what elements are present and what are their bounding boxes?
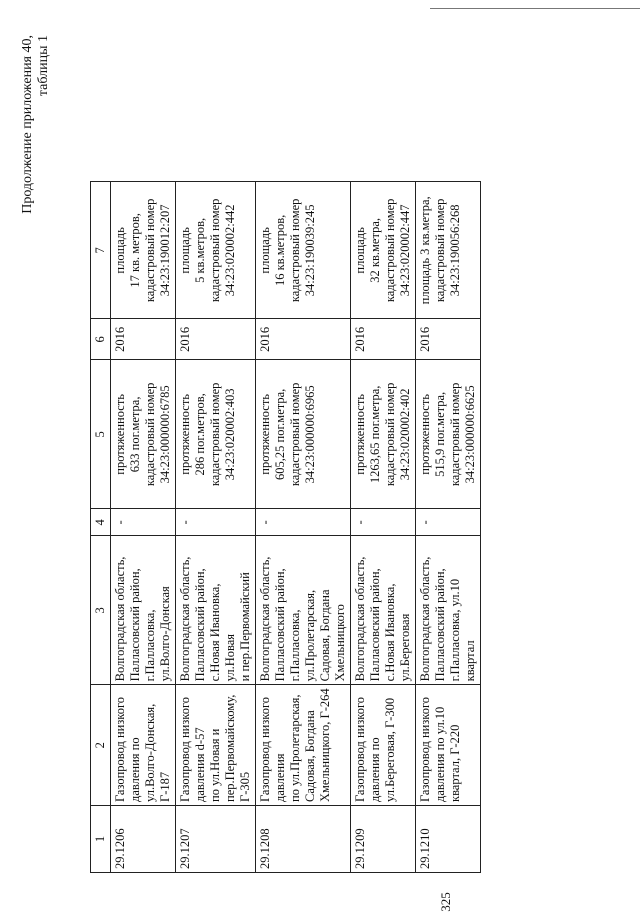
land-area-line: кадастровый номер: [208, 198, 222, 303]
object-length-line: протяженность: [353, 393, 367, 475]
land-area-line: 34:23:190056:268: [448, 204, 462, 297]
object-length-line: кадастровый номер: [288, 382, 302, 487]
col-4-value-cell: -: [176, 509, 256, 536]
object-length-line: 515,9 пог.метра,: [433, 391, 447, 477]
object-name-line: давления по: [128, 737, 142, 802]
object-name-cell: [351, 685, 416, 806]
header-cell: 6: [91, 319, 111, 360]
year-value-cell: 2016: [416, 319, 481, 360]
object-name-line: Газопровод низкого: [418, 696, 432, 802]
land-area-line: площадь: [178, 227, 192, 274]
object-name-cell: [256, 685, 351, 806]
object-address-line: квартал: [463, 640, 477, 682]
continuation-line: Продолжение приложения 40,: [20, 35, 35, 214]
year-value-cell: 2016: [176, 319, 256, 360]
object-address-line: с.Новая Ивановка,: [208, 583, 222, 682]
object-name-line: пер.Первомайскому,: [223, 694, 237, 802]
object-name-cell: [176, 685, 256, 806]
land-area-line: 34:23:190012:207: [158, 204, 172, 297]
registry-table: [90, 181, 481, 873]
continuation-title: [20, 35, 52, 214]
object-name-line: по ул.Новая и: [208, 728, 222, 802]
object-name-line: давления d-57: [193, 727, 207, 802]
land-area-line: кадастровый номер: [433, 198, 447, 303]
table-row: [351, 182, 416, 873]
table-row: [256, 182, 351, 873]
object-address-line: и пер.Первомайский: [238, 572, 252, 682]
object-address-line: ул.Пролетарская,: [303, 589, 317, 682]
land-area-line: 34:23:190039:245: [303, 204, 317, 297]
table-row: [416, 182, 481, 873]
row-number-cell: 29.1208: [256, 806, 351, 873]
header-cell: 4: [91, 509, 111, 536]
col-4-value-cell: -: [351, 509, 416, 536]
object-name-line: ул.Береговая, Г-300: [383, 697, 397, 802]
object-address-line: Садовая, Богдана: [318, 589, 332, 682]
row-number-cell: 29.1207: [176, 806, 256, 873]
header-cell: 5: [91, 360, 111, 509]
object-length-line: кадастровый номер: [383, 382, 397, 487]
object-address-cell: [351, 536, 416, 685]
header-cell: 3: [91, 536, 111, 685]
land-area-cell: [176, 182, 256, 319]
year-value-cell: 2016: [111, 319, 176, 360]
object-address-line: Волгоградская область,: [353, 556, 367, 682]
continuation-line: таблицы 1: [36, 35, 51, 97]
object-address-line: ул.Береговая: [398, 613, 412, 682]
object-name-line: Хмельницкого, Г-264: [318, 688, 332, 802]
object-address-line: ул.Волго-Донская: [158, 586, 172, 682]
object-name-line: Газопровод низкого: [258, 696, 272, 802]
land-area-line: 17 кв. метров,: [128, 213, 142, 288]
header-cell: 7: [91, 182, 111, 319]
object-address-cell: [256, 536, 351, 685]
object-name-cell: [416, 685, 481, 806]
header-row: [91, 182, 111, 873]
object-name-line: давления: [273, 753, 287, 802]
land-area-cell: [256, 182, 351, 319]
land-area-line: 34:23:020002:447: [398, 204, 412, 297]
object-address-cell: [416, 536, 481, 685]
object-length-line: 605,25 пог.метра,: [273, 388, 287, 480]
object-name-line: давления по: [368, 737, 382, 802]
page-number: 325: [438, 892, 453, 912]
object-address-line: Волгоградская область,: [258, 556, 272, 682]
object-address-line: г.Палласовка,: [288, 609, 302, 682]
object-address-line: Волгоградская область,: [178, 556, 192, 682]
year-value-cell: 2016: [351, 319, 416, 360]
object-length-line: протяженность: [178, 393, 192, 475]
object-length-line: 633 пог.метра,: [128, 396, 142, 473]
object-address-line: Палласовский район,: [368, 568, 382, 682]
col-4-value-cell: -: [416, 509, 481, 536]
land-area-line: 34:23:020002:442: [223, 204, 237, 297]
row-number-cell: 29.1210: [416, 806, 481, 873]
land-area-cell: [351, 182, 416, 319]
land-area-line: 5 кв.метров,: [193, 217, 207, 283]
table-row: [176, 182, 256, 873]
table-body: [111, 182, 481, 873]
object-length-line: кадастровый номер: [448, 382, 462, 487]
object-length-line: 34:23:000000:6785: [158, 385, 172, 484]
object-name-cell: [111, 685, 176, 806]
object-length-line: протяженность: [258, 393, 272, 475]
object-name-line: Газопровод низкого: [113, 696, 127, 802]
land-area-cell: [111, 182, 176, 319]
object-address-line: Хмельницкого: [333, 604, 347, 682]
object-length-cell: [256, 360, 351, 509]
object-name-line: квартал, Г-220: [448, 724, 462, 802]
object-length-line: 34:23:020002:402: [398, 388, 412, 481]
object-length-line: протяженность: [113, 393, 127, 475]
object-address-line: г.Палласовка,: [143, 609, 157, 682]
year-value-cell: 2016: [256, 319, 351, 360]
object-length-line: 286 пог.метров,: [193, 393, 207, 476]
object-address-line: Волгоградская область,: [113, 556, 127, 682]
object-address-line: Палласовский район,: [193, 568, 207, 682]
land-area-line: площадь: [353, 227, 367, 274]
object-name-line: Г-305: [238, 771, 252, 802]
object-name-line: ул.Волго-Донская,: [143, 703, 157, 802]
object-name-line: по ул.Пролетарская,: [288, 694, 302, 802]
object-address-line: г.Палласовка, ул.10: [448, 578, 462, 682]
land-area-line: площадь 3 кв.метра,: [418, 196, 432, 305]
object-name-line: Газопровод низкого: [178, 696, 192, 802]
object-address-cell: [176, 536, 256, 685]
object-length-line: кадастровый номер: [143, 382, 157, 487]
object-address-line: Палласовский район,: [433, 568, 447, 682]
object-length-line: кадастровый номер: [208, 382, 222, 487]
land-area-line: 16 кв.метров,: [273, 214, 287, 287]
land-area-line: площадь: [113, 227, 127, 274]
object-address-line: Палласовский район,: [273, 568, 287, 682]
land-area-cell: [416, 182, 481, 319]
object-length-cell: [111, 360, 176, 509]
object-length-line: 1263,65 пог.метра,: [368, 385, 382, 484]
land-area-line: кадастровый номер: [288, 198, 302, 303]
object-length-line: 34:23:000000:6965: [303, 385, 317, 484]
land-area-line: площадь: [258, 227, 272, 274]
land-area-line: 32 кв.метра,: [368, 218, 382, 283]
header-cell: 2: [91, 685, 111, 806]
col-4-value-cell: -: [111, 509, 176, 536]
row-number-cell: 29.1209: [351, 806, 416, 873]
object-length-cell: [176, 360, 256, 509]
object-length-line: 34:23:000000:6625: [463, 385, 477, 484]
table-row: [111, 182, 176, 873]
land-area-line: кадастровый номер: [383, 198, 397, 303]
object-name-line: Садовая, Богдана: [303, 710, 317, 802]
object-length-cell: [351, 360, 416, 509]
object-name-line: давления по ул.10: [433, 706, 447, 802]
object-length-line: протяженность: [418, 393, 432, 475]
object-address-cell: [111, 536, 176, 685]
header-cell: 1: [91, 806, 111, 873]
object-name-line: Газопровод низкого: [353, 696, 367, 802]
object-address-line: ул.Новая: [223, 633, 237, 682]
land-area-line: кадастровый номер: [143, 198, 157, 303]
col-4-value-cell: -: [256, 509, 351, 536]
object-length-cell: [416, 360, 481, 509]
object-length-line: 34:23:020002:403: [223, 388, 237, 481]
object-address-line: с.Новая Ивановка,: [383, 583, 397, 682]
object-address-line: Волгоградская область,: [418, 556, 432, 682]
row-number-cell: 29.1206: [111, 806, 176, 873]
object-name-line: Г-187: [158, 771, 172, 802]
object-address-line: Палласовский район,: [128, 568, 142, 682]
